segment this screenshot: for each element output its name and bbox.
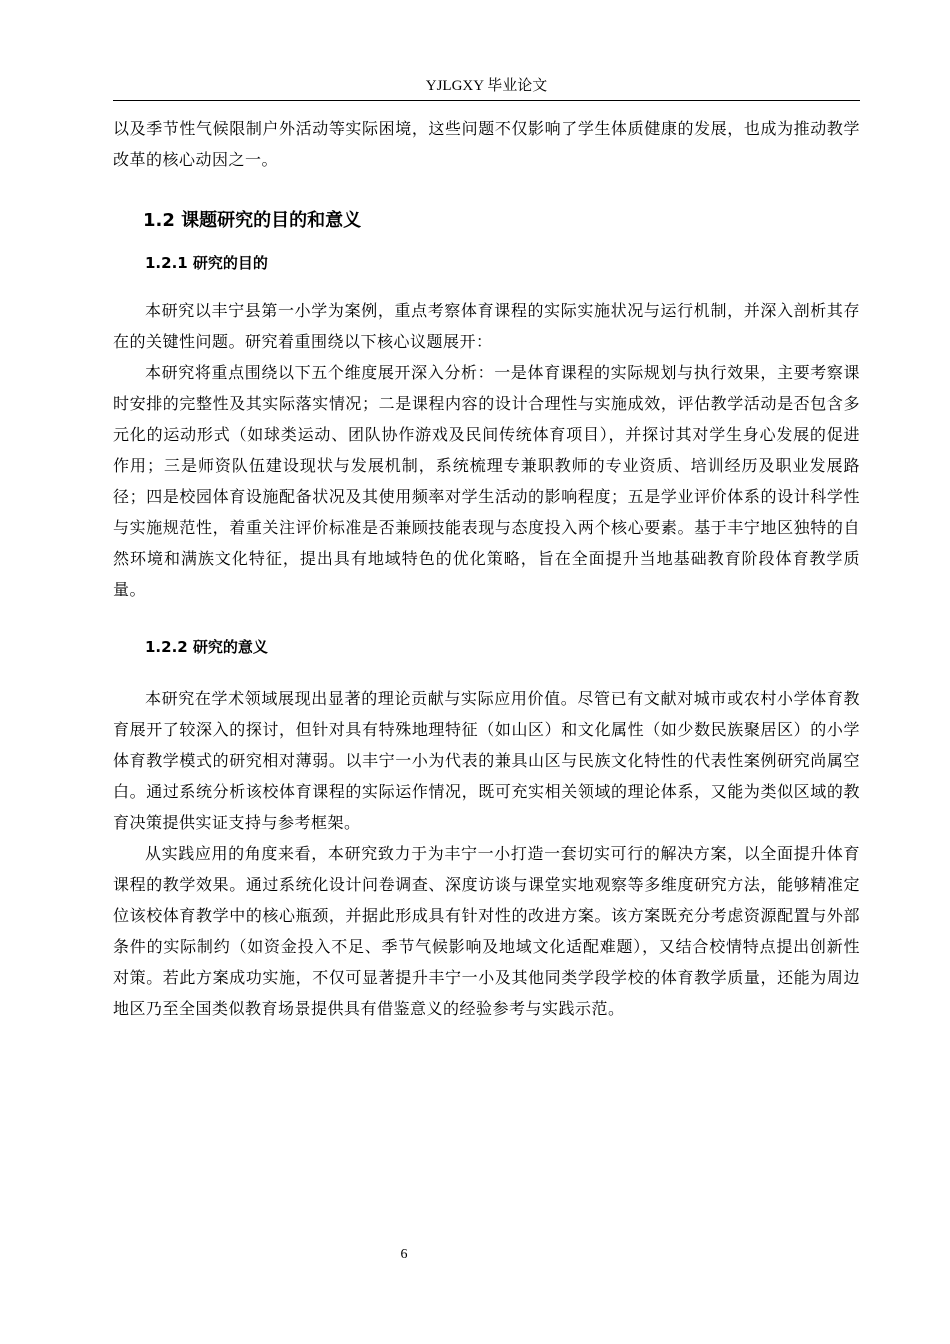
continuation-paragraph: 以及季节性气候限制户外活动等实际困境，这些问题不仅影响了学生体质健康的发展，也成为推动教学改革的核心动因之一。 bbox=[113, 119, 860, 169]
paragraph-significance-theory: 本研究在学术领域展现出显著的理论贡献与实际应用价值。尽管已有文献对城市或农村小学体育教育展开了较深入的探讨，但针对具有特殊地理特征（如山区）和文化属性（如少数民族聚居区）的小学体育教学模式的研究相对薄弱。以丰宁一小为代表的兼具山区与民族文化特性的代表性案例研究尚属空白。通过系统分析该校体育课程的实际运作情况，既可充实相关领域的理论体系，又能为类似区域的教育决策提供实证支持与参考框架。 bbox=[113, 689, 860, 832]
page-body bbox=[113, 113, 860, 1024]
section-heading-1-2: 1.2 课题研究的目的和意义 bbox=[143, 210, 362, 231]
header-rule bbox=[113, 100, 860, 101]
running-header: YJLGXY 毕业论文 bbox=[425, 78, 548, 94]
paragraph-purpose-intro: 本研究以丰宁县第一小学为案例，重点考察体育课程的实际实施状况与运行机制，并深入剖析其存在的关键性问题。研究着重围绕以下核心议题展开： bbox=[113, 301, 860, 351]
paragraph-significance-practice: 从实践应用的角度来看，本研究致力于为丰宁一小打造一套切实可行的解决方案，以全面提升体育课程的教学效果。通过系统化设计问卷调查、深度访谈与课堂实地观察等多维度研究方法，能够精准定位该校体育教学中的核心瓶颈，并据此形成具有针对性的改进方案。该方案既充分考虑资源配置与外部条件的实际制约（如资金投入不足、季节气候影响及地域文化适配难题），又结合校情特点提出创新性对策。若此方案成功实施，不仅可显著提升丰宁一小及其他同类学段学校的体育教学质量，还能为周边地区乃至全国类似教育场景提供具有借鉴意义的经验参考与实践示范。 bbox=[113, 844, 860, 1018]
subsection-heading-1-2-1: 1.2.1 研究的目的 bbox=[145, 254, 268, 272]
page-number: 6 bbox=[400, 1247, 408, 1262]
subsection-heading-1-2-2: 1.2.2 研究的意义 bbox=[145, 638, 268, 656]
paragraph-purpose-dimensions: 本研究将重点围绕以下五个维度展开深入分析：一是体育课程的实际规划与执行效果，主要考察课时安排的完整性及其实际落实情况；二是课程内容的设计合理性与实施成效，评估教学活动是否包含多元化的运动形式（如球类运动、团队协作游戏及民间传统体育项目），并探讨其对学生身心发展的促进作用；三是师资队伍建设现状与发展机制，系统梳理专兼职教师的专业资质、培训经历及职业发展路径；四是校园体育设施配备状况及其使用频率对学生活动的影响程度；五是学业评价体系的设计科学性与实施规范性，着重关注评价标准是否兼顾技能表现与态度投入两个核心要素。基于丰宁地区独特的自然环境和满族文化特征，提出具有地域特色的优化策略，旨在全面提升当地基础教育阶段体育教学质量。 bbox=[113, 363, 860, 599]
